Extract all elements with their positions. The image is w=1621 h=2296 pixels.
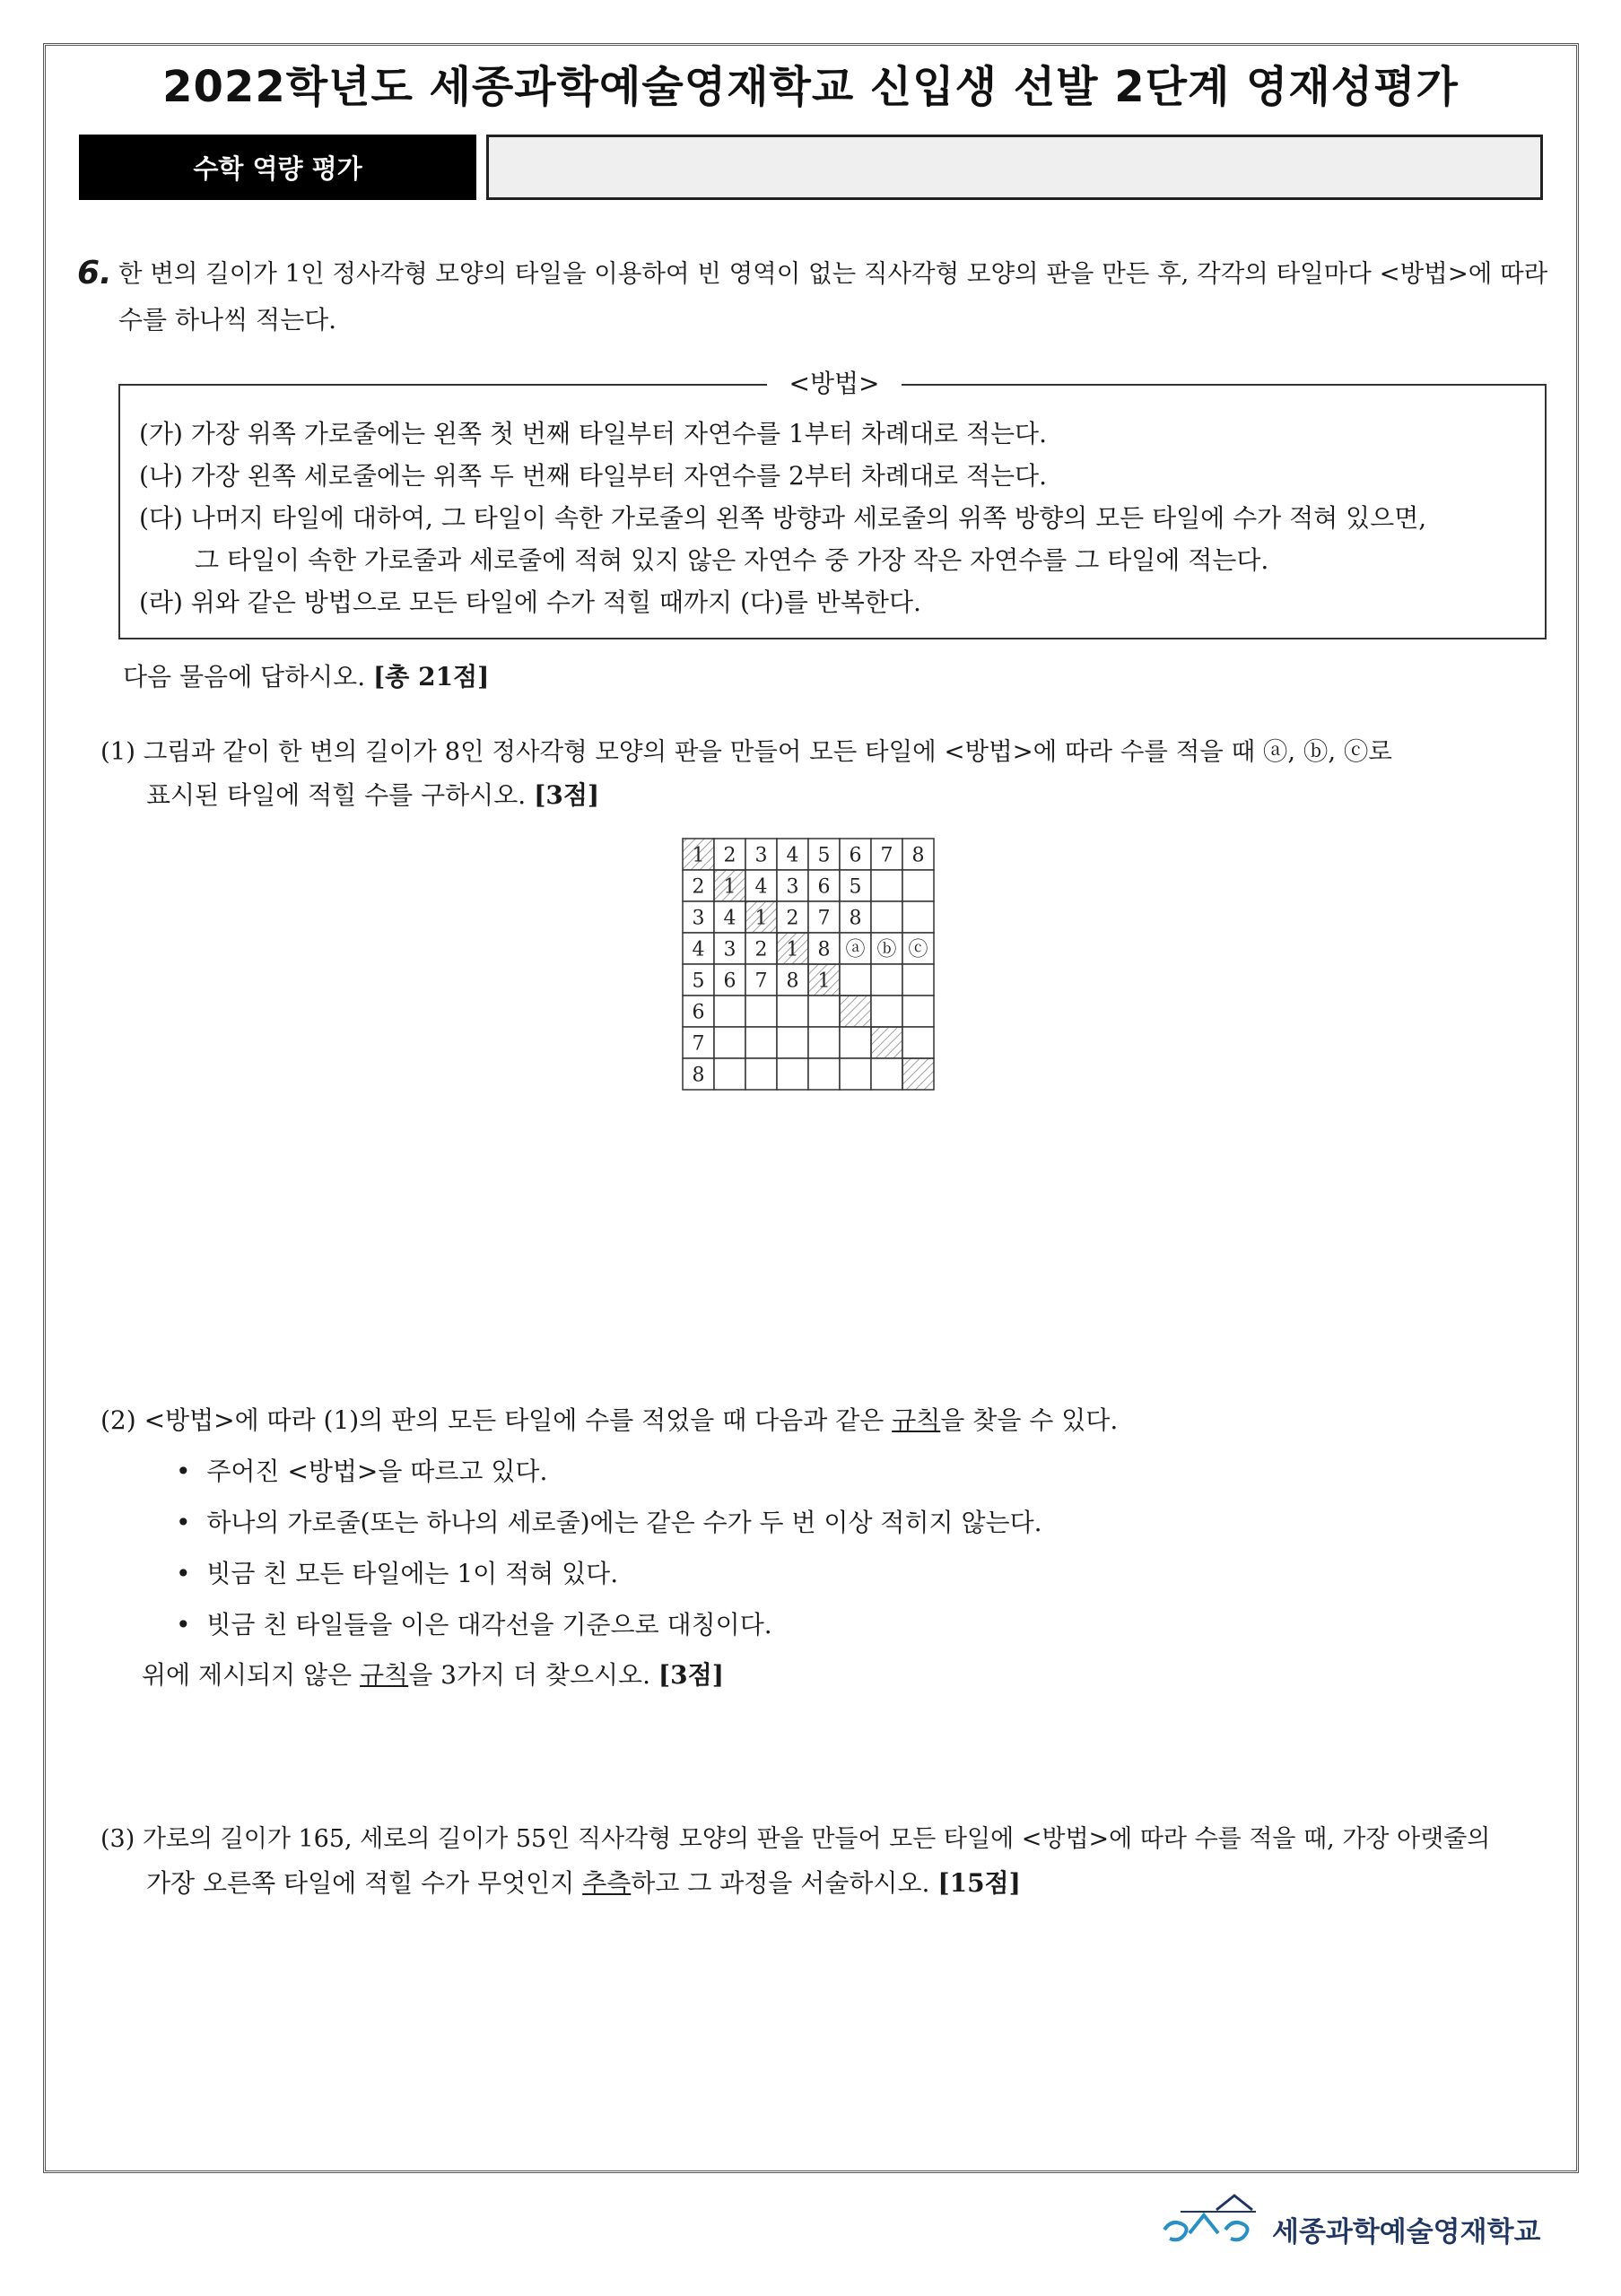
tile-number: 7 <box>754 970 768 993</box>
tile <box>840 1027 871 1058</box>
tile <box>808 996 840 1027</box>
tile <box>902 870 934 901</box>
tile <box>777 996 808 1027</box>
tile-number: 8 <box>692 1064 705 1087</box>
tile <box>808 1027 840 1058</box>
tile-number: 6 <box>723 970 736 993</box>
tile <box>777 1058 808 1090</box>
sub2-line1-underlined: 규칙 <box>892 1405 941 1435</box>
school-logo-text: 세종과학예술영재학교 <box>1272 2216 1541 2248</box>
hatched-tile <box>871 1027 902 1058</box>
tile-number: 6 <box>817 875 831 899</box>
tile <box>871 964 902 996</box>
tile <box>840 964 871 996</box>
tile-number: 1 <box>723 875 736 899</box>
tile <box>871 996 902 1027</box>
tile-number: 3 <box>723 938 736 961</box>
sub2-bullet-3: • 빗금 친 모든 타일에는 1이 적혀 있다. <box>176 1559 619 1588</box>
tile-number: 1 <box>692 844 705 867</box>
tile <box>871 901 902 933</box>
sub2-points: [3점] <box>658 1660 724 1690</box>
tile-number: 5 <box>817 844 831 867</box>
method-title: <방법> <box>767 368 902 400</box>
sub2-closing-a: 위에 제시되지 않은 <box>142 1660 361 1690</box>
tile-number: 5 <box>692 970 705 993</box>
tile-number: 8 <box>786 970 799 993</box>
tile-number: 6 <box>692 1001 705 1024</box>
tile-number: 8 <box>817 938 831 961</box>
tile <box>714 1027 745 1058</box>
tile-number: 6 <box>849 844 862 867</box>
sub1-line2 <box>146 780 599 811</box>
sub3-line2 <box>146 1868 1021 1899</box>
answer-prompt-text: 다음 물음에 답하시오. <box>123 662 366 691</box>
tile-number: 4 <box>723 907 736 930</box>
question-intro-line2: 수를 하나씩 적는다. <box>118 305 337 335</box>
sub1-line2-text: 표시된 타일에 적힐 수를 구하시오. <box>146 780 527 810</box>
tile <box>808 1058 840 1090</box>
tile-number: 3 <box>754 844 768 867</box>
sub2-bullet-4-text: 빗금 친 타일들을 이은 대각선을 기준으로 대칭이다. <box>206 1610 772 1639</box>
tile-number: 8 <box>849 907 862 930</box>
tile-number: 4 <box>786 844 799 867</box>
tile-number: 2 <box>786 907 799 930</box>
tile <box>902 1027 934 1058</box>
tile-number: 2 <box>692 875 705 899</box>
sub3-points: [15점] <box>937 1868 1021 1898</box>
sub2-line1-b: 을 찾을 수 있다. <box>940 1405 1119 1435</box>
section-blank-box <box>486 135 1543 200</box>
sub3-line1: (3) 가로의 길이가 165, 세로의 길이가 55인 직사각형 모양의 판을 만들어 모든 타일에 <방법>에 따라 수를 적을 때, 가장 아랫줄의 <box>100 1825 1491 1853</box>
method-step-da: (다) 나머지 타일에 대하여, 그 타일이 속한 가로줄의 왼쪽 방향과 세로줄의 위쪽 방향의 모든 타일에 수가 적혀 있으면, <box>139 503 1427 533</box>
sub3-line2-underlined: 추측 <box>582 1868 632 1898</box>
sub2-bullet-1: • 주어진 <방법>을 따르고 있다. <box>176 1457 548 1486</box>
tile-number: 2 <box>754 938 768 961</box>
sub2-bullet-2-text: 하나의 가로줄(또는 하나의 세로줄)에는 같은 수가 두 번 이상 적히지 않는다. <box>206 1508 1042 1537</box>
sub2-closing-underlined: 규칙 <box>360 1660 409 1690</box>
sub2-line1-a: (2) <방법>에 따라 (1)의 판의 모든 타일에 수를 적었을 때 다음과 같은 <box>100 1405 893 1435</box>
tile-number: 8 <box>911 844 925 867</box>
sub1-points: [3점] <box>534 780 600 810</box>
tile-number: 2 <box>723 844 736 867</box>
tile-grid-figure <box>680 836 937 1092</box>
tile-number: 5 <box>849 875 862 899</box>
method-step-ra: (라) 위와 같은 방법으로 모든 타일에 수가 적힐 때까지 (다)를 반복한다. <box>139 587 921 617</box>
answer-prompt <box>123 662 489 692</box>
sub2-bullet-4: • 빗금 친 타일들을 이은 대각선을 기준으로 대칭이다. <box>176 1610 772 1639</box>
sub2-bullet-2: • 하나의 가로줄(또는 하나의 세로줄)에는 같은 수가 두 번 이상 적히지 않는다. <box>176 1508 1042 1537</box>
sub2-line1 <box>100 1405 1118 1436</box>
tile-number: 7 <box>817 907 831 930</box>
section-tab: 수학 역량 평가 <box>79 135 476 200</box>
tile <box>714 996 745 1027</box>
tile <box>871 1058 902 1090</box>
tile-number: ⓐ <box>845 938 866 961</box>
tile <box>745 1058 777 1090</box>
tile <box>745 1027 777 1058</box>
tile-number: ⓒ <box>908 938 928 961</box>
tile <box>840 1058 871 1090</box>
method-step-na: (나) 가장 왼쪽 세로줄에는 위쪽 두 번째 타일부터 자연수를 2부터 차례대로 적는다. <box>139 461 1048 491</box>
method-step-da-cont: 그 타일이 속한 가로줄과 세로줄에 적혀 있지 않은 자연수 중 가장 작은 자연수를 그 타일에 적는다. <box>195 545 1269 575</box>
sub2-closing-b: 을 3가지 더 찾으시오. <box>408 1660 651 1690</box>
tile-number: 4 <box>754 875 768 899</box>
method-step-ga: (가) 가장 위쪽 가로줄에는 왼쪽 첫 번째 타일부터 자연수를 1부터 차례대로 적는다. <box>139 419 1048 448</box>
tile-number: 7 <box>880 844 893 867</box>
sub2-closing <box>142 1660 724 1691</box>
sub2-bullet-1-text: 주어진 <방법>을 따르고 있다. <box>206 1457 548 1486</box>
tile <box>871 870 902 901</box>
hatched-tile <box>840 996 871 1027</box>
tile-number: 3 <box>692 907 705 930</box>
tile-number: ⓑ <box>876 938 897 961</box>
sub3-line2-b: 하고 그 과정을 서술하시오. <box>631 1868 930 1898</box>
tile <box>777 1027 808 1058</box>
tile-number: 1 <box>817 970 831 993</box>
tile-number: 3 <box>786 875 799 899</box>
tile <box>902 901 934 933</box>
tile-number: 7 <box>692 1032 705 1056</box>
total-points: [총 21점] <box>373 662 490 691</box>
sub2-bullet-3-text: 빗금 친 모든 타일에는 1이 적혀 있다. <box>206 1559 619 1588</box>
exam-title: 2022학년도 세종과학예술영재학교 신입생 선발 2단계 영재성평가 <box>162 62 1459 112</box>
tile <box>902 996 934 1027</box>
tile <box>902 964 934 996</box>
tile-number: 1 <box>786 938 799 961</box>
hatched-tile <box>902 1058 934 1090</box>
tile <box>745 996 777 1027</box>
tile <box>714 1058 745 1090</box>
question-number: 6. <box>77 255 112 291</box>
sub3-line2-a: 가장 오른쪽 타일에 적힐 수가 무엇인지 <box>146 1868 583 1898</box>
question-intro-line1: 한 변의 길이가 1인 정사각형 모양의 타일을 이용하여 빈 영역이 없는 직사각형 모양의 판을 만든 후, 각각의 타일마다 <방법>에 따라 <box>118 259 1548 288</box>
sub1-line1: (1) 그림과 같이 한 변의 길이가 8인 정사각형 모양의 판을 만들어 모든 타일에 <방법>에 따라 수를 적을 때 ⓐ, ⓑ, ⓒ로 <box>100 737 1392 766</box>
tile-number: 4 <box>692 938 705 961</box>
tile-number: 1 <box>754 907 768 930</box>
